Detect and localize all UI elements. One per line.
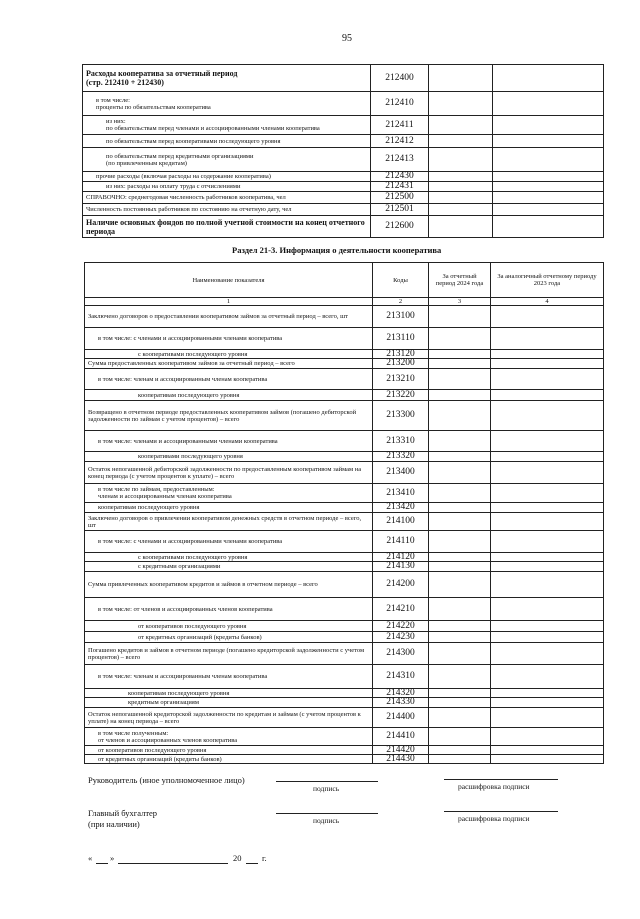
activity-row	[85, 746, 604, 755]
row-code: 212410	[371, 92, 429, 116]
expenses-row	[83, 135, 604, 148]
accountant-sign-caption: подпись	[313, 816, 340, 825]
value-cell-current[interactable]	[429, 390, 491, 401]
value-cell-current[interactable]	[429, 369, 491, 390]
value-cell-current[interactable]	[429, 503, 491, 513]
value-cell-current[interactable]	[429, 204, 493, 216]
accountant-label: Главный бухгалтер	[88, 808, 158, 818]
activity-row	[85, 698, 604, 708]
row-label: по обязательствам перед кооперативами последующего уровня	[83, 135, 371, 148]
row-code: 213410	[373, 484, 429, 503]
row-code: 214400	[373, 708, 429, 728]
col-number: 3	[429, 298, 491, 306]
head-decode-caption: расшифровка подписи	[458, 782, 530, 791]
expenses-table	[82, 64, 604, 238]
row-label: Наличие основных фондов по полной учетной стоимости на конец отчетного периода	[83, 216, 371, 238]
value-cell-current[interactable]	[429, 689, 491, 698]
value-cell-previous[interactable]	[491, 484, 604, 503]
value-cell-previous[interactable]	[491, 513, 604, 531]
col-number: 4	[491, 298, 604, 306]
row-code: 214220	[373, 621, 429, 632]
row-label: с кооперативами последующего уровня	[85, 553, 373, 562]
row-code: 213210	[373, 369, 429, 390]
row-label: в том числе: проценты по обязательствам кооператива	[83, 92, 371, 116]
activity-table	[84, 262, 604, 764]
value-cell-current[interactable]	[429, 350, 491, 359]
row-label: Остаток непогашенной дебиторской задолженности по предоставленным кооперативом займам на конец периода (с учетом процентов к уплате) – всего	[85, 462, 373, 484]
date-year-line	[246, 863, 258, 864]
value-cell-current[interactable]	[429, 728, 491, 746]
page-number: 95	[342, 33, 352, 44]
value-cell-current[interactable]	[429, 598, 491, 621]
row-code: 213110	[373, 328, 429, 350]
row-code: 214200	[373, 572, 429, 598]
row-code: 214430	[373, 755, 429, 764]
accountant-decode-caption: расшифровка подписи	[458, 814, 530, 823]
activity-row	[85, 390, 604, 401]
value-cell-previous[interactable]	[493, 216, 604, 238]
value-cell-previous[interactable]	[491, 306, 604, 328]
row-code: 214420	[373, 746, 429, 755]
row-code: 213220	[373, 390, 429, 401]
value-cell-current[interactable]	[429, 65, 493, 92]
row-code: 214210	[373, 598, 429, 621]
row-code: 214310	[373, 665, 429, 689]
value-cell-current[interactable]	[429, 462, 491, 484]
row-label: Сумма привлеченных кооперативом кредитов и займов в отчетном периоде – всего	[85, 572, 373, 598]
header-code: Коды	[373, 263, 429, 298]
row-label: с кооперативами последующего уровня	[85, 350, 373, 359]
row-code: 212400	[371, 65, 429, 92]
expenses-row	[83, 192, 604, 204]
value-cell-current[interactable]	[429, 698, 491, 708]
value-cell-previous[interactable]	[493, 192, 604, 204]
row-label: в том числе по займам, предоставленным: членам и ассоциированным членам кооператива	[85, 484, 373, 503]
expenses-row	[83, 116, 604, 135]
value-cell-current[interactable]	[429, 148, 493, 172]
row-label: кооперативам последующего уровня	[85, 689, 373, 698]
value-cell-current[interactable]	[429, 755, 491, 764]
date-close-quote: »	[110, 853, 115, 863]
activity-row	[85, 689, 604, 698]
expenses-row	[83, 65, 604, 92]
header-name: Наименование показателя	[85, 263, 373, 298]
row-label: от кредитных организаций (кредиты банков)	[85, 632, 373, 643]
row-code: 214230	[373, 632, 429, 643]
row-code: 213200	[373, 359, 429, 369]
row-code: 214300	[373, 643, 429, 665]
row-label: в том числе: членами и ассоциированными членами кооператива	[85, 431, 373, 452]
value-cell-current[interactable]	[429, 572, 491, 598]
row-code: 213400	[373, 462, 429, 484]
activity-row	[85, 572, 604, 598]
value-cell-previous[interactable]	[491, 621, 604, 632]
row-label: СПРАВОЧНО: среднегодовая численность работников кооператива, чел	[83, 192, 371, 204]
row-label: по обязательствам перед кредитными организациями (по привлеченным кредитам)	[83, 148, 371, 172]
activity-row	[85, 369, 604, 390]
value-cell-current[interactable]	[429, 531, 491, 553]
value-cell-previous[interactable]	[491, 553, 604, 562]
value-cell-previous[interactable]	[491, 359, 604, 369]
activity-row	[85, 708, 604, 728]
row-label: от кооперативов последующего уровня	[85, 621, 373, 632]
activity-row	[85, 306, 604, 328]
accountant-label-note: (при наличии)	[88, 819, 140, 829]
row-code: 212412	[371, 135, 429, 148]
value-cell-current[interactable]	[429, 484, 491, 503]
value-cell-previous[interactable]	[491, 698, 604, 708]
expenses-row	[83, 92, 604, 116]
row-label: Заключено договоров о предоставлении кооперативом займов за отчетный период – всего, шт	[85, 306, 373, 328]
value-cell-previous[interactable]	[491, 350, 604, 359]
accountant-signature-line	[276, 813, 378, 814]
value-cell-previous[interactable]	[491, 390, 604, 401]
head-signature-label: Руководитель (иное уполномоченное лицо)	[88, 775, 245, 785]
value-cell-current[interactable]	[429, 401, 491, 431]
expenses-row	[83, 172, 604, 182]
row-code: 213300	[373, 401, 429, 431]
row-label: Расходы кооператива за отчетный период (стр. 212410 + 212430)	[83, 65, 371, 92]
value-cell-current[interactable]	[429, 216, 493, 238]
expenses-row	[83, 204, 604, 216]
activity-row	[85, 632, 604, 643]
row-code: 214320	[373, 689, 429, 698]
head-decode-line	[444, 779, 558, 780]
header-current: За отчетный период 2024 года	[429, 263, 491, 298]
row-code: 212413	[371, 148, 429, 172]
value-cell-current[interactable]	[429, 116, 493, 135]
activity-row	[85, 359, 604, 369]
date-year-prefix: 20	[233, 853, 242, 863]
row-code: 212431	[371, 182, 429, 192]
value-cell-previous[interactable]	[491, 708, 604, 728]
value-cell-previous[interactable]	[491, 746, 604, 755]
value-cell-current[interactable]	[429, 632, 491, 643]
value-cell-previous[interactable]	[491, 431, 604, 452]
row-label: кооперативам последующего уровня	[85, 503, 373, 513]
value-cell-previous[interactable]	[491, 598, 604, 621]
date-month-line	[118, 863, 228, 864]
row-code: 212411	[371, 116, 429, 135]
value-cell-current[interactable]	[429, 328, 491, 350]
value-cell-current[interactable]	[429, 359, 491, 369]
activity-row	[85, 562, 604, 572]
date-day-line	[96, 863, 108, 864]
date-open-quote: «	[88, 853, 93, 863]
activity-row	[85, 531, 604, 553]
value-cell-previous[interactable]	[491, 328, 604, 350]
head-sign-caption: подпись	[313, 784, 340, 793]
activity-row	[85, 598, 604, 621]
value-cell-previous[interactable]	[491, 401, 604, 431]
row-code: 212600	[371, 216, 429, 238]
row-label: кредитным организациям	[85, 698, 373, 708]
value-cell-current[interactable]	[429, 192, 493, 204]
value-cell-previous[interactable]	[491, 531, 604, 553]
header-previous: За аналогичный отчетному периоду 2023 года	[491, 263, 604, 298]
row-code: 213320	[373, 452, 429, 462]
row-label: Возвращено в отчетном периоде предоставленных кооперативом займов (погашено дебиторской задолженности по займам с учетом процентов) – всего	[85, 401, 373, 431]
row-label: Численность постоянных работников по состоянию на отчетную дату, чел	[83, 204, 371, 216]
row-label: прочие расходы (включая расходы на содержание кооператива)	[83, 172, 371, 182]
activity-row	[85, 728, 604, 746]
value-cell-previous[interactable]	[491, 572, 604, 598]
row-code: 214110	[373, 531, 429, 553]
value-cell-previous[interactable]	[493, 116, 604, 135]
activity-row	[85, 621, 604, 632]
row-label: в том числе: членам и ассоциированным членам кооператива	[85, 665, 373, 689]
row-code: 213420	[373, 503, 429, 513]
value-cell-previous[interactable]	[491, 632, 604, 643]
activity-row	[85, 452, 604, 462]
row-code: 213310	[373, 431, 429, 452]
activity-row	[85, 431, 604, 452]
date-year-suffix: г.	[262, 853, 267, 863]
row-label: из них: по обязательствам перед членами и ассоциированными членами кооператива	[83, 116, 371, 135]
value-cell-current[interactable]	[429, 452, 491, 462]
value-cell-previous[interactable]	[493, 182, 604, 192]
col-number: 1	[85, 298, 373, 306]
value-cell-current[interactable]	[429, 665, 491, 689]
activity-row	[85, 513, 604, 531]
activity-row	[85, 328, 604, 350]
row-label: Погашено кредитов и займов в отчетном периоде (погашено кредиторской задолженности с учетом процентов) – всего	[85, 643, 373, 665]
value-cell-previous[interactable]	[491, 369, 604, 390]
value-cell-previous[interactable]	[493, 172, 604, 182]
value-cell-previous[interactable]	[493, 92, 604, 116]
expenses-row	[83, 148, 604, 172]
value-cell-current[interactable]	[429, 306, 491, 328]
value-cell-current[interactable]	[429, 562, 491, 572]
col-number: 2	[373, 298, 429, 306]
row-label: кооперативам последующего уровня	[85, 390, 373, 401]
row-label: Заключено договоров о привлечении кооперативом денежных средств в отчетном периоде – всего, шт	[85, 513, 373, 531]
row-code: 214130	[373, 562, 429, 572]
row-label: из них: расходы на оплату труда с отчислениями	[83, 182, 371, 192]
value-cell-previous[interactable]	[491, 728, 604, 746]
activity-row	[85, 484, 604, 503]
value-cell-current[interactable]	[429, 746, 491, 755]
row-code: 212500	[371, 192, 429, 204]
value-cell-previous[interactable]	[491, 689, 604, 698]
value-cell-previous[interactable]	[491, 643, 604, 665]
activity-row	[85, 755, 604, 764]
value-cell-current[interactable]	[429, 553, 491, 562]
value-cell-previous[interactable]	[491, 452, 604, 462]
value-cell-current[interactable]	[429, 182, 493, 192]
value-cell-current[interactable]	[429, 708, 491, 728]
expenses-row	[83, 216, 604, 238]
activity-row	[85, 350, 604, 359]
activity-row	[85, 553, 604, 562]
value-cell-previous[interactable]	[493, 204, 604, 216]
row-code: 212501	[371, 204, 429, 216]
activity-row	[85, 503, 604, 513]
row-label: от кредитных организаций (кредиты банков)	[85, 755, 373, 764]
row-label: в том числе: с членами и ассоциированными членами кооператива	[85, 531, 373, 553]
row-label: Сумма предоставленных кооперативом займов за отчетный период – всего	[85, 359, 373, 369]
row-code: 214410	[373, 728, 429, 746]
row-code: 214330	[373, 698, 429, 708]
row-label: с кредитными организациями	[85, 562, 373, 572]
expenses-row	[83, 182, 604, 192]
row-label: в том числе полученным: от членов и ассоциированных членов кооператива	[85, 728, 373, 746]
row-code: 212430	[371, 172, 429, 182]
row-code: 214100	[373, 513, 429, 531]
row-label: в том числе: от членов и ассоциированных членов кооператива	[85, 598, 373, 621]
value-cell-current[interactable]	[429, 92, 493, 116]
value-cell-current[interactable]	[429, 621, 491, 632]
row-code: 213120	[373, 350, 429, 359]
value-cell-current[interactable]	[429, 172, 493, 182]
section-title: Раздел 21-3. Информация о деятельности кооператива	[232, 245, 442, 255]
row-label: в том числе: с членами и ассоциированными членами кооператива	[85, 328, 373, 350]
row-label: Остаток непогашенной кредиторской задолженности по кредитам и займам (с учетом процентов к уплате) на конец периода – всего	[85, 708, 373, 728]
row-label: от кооперативов последующего уровня	[85, 746, 373, 755]
value-cell-current[interactable]	[429, 431, 491, 452]
value-cell-previous[interactable]	[493, 135, 604, 148]
row-code: 214120	[373, 553, 429, 562]
activity-row	[85, 643, 604, 665]
row-label: кооперативами последующего уровня	[85, 452, 373, 462]
accountant-decode-line	[444, 811, 558, 812]
activity-row	[85, 462, 604, 484]
value-cell-previous[interactable]	[493, 65, 604, 92]
value-cell-previous[interactable]	[493, 148, 604, 172]
value-cell-previous[interactable]	[491, 503, 604, 513]
value-cell-previous[interactable]	[491, 755, 604, 764]
value-cell-previous[interactable]	[491, 562, 604, 572]
value-cell-previous[interactable]	[491, 665, 604, 689]
activity-row	[85, 665, 604, 689]
value-cell-current[interactable]	[429, 135, 493, 148]
row-code: 213100	[373, 306, 429, 328]
value-cell-current[interactable]	[429, 643, 491, 665]
value-cell-current[interactable]	[429, 513, 491, 531]
activity-row	[85, 401, 604, 431]
head-signature-line	[276, 781, 378, 782]
row-label: в том числе: членам и ассоциированным членам кооператива	[85, 369, 373, 390]
value-cell-previous[interactable]	[491, 462, 604, 484]
